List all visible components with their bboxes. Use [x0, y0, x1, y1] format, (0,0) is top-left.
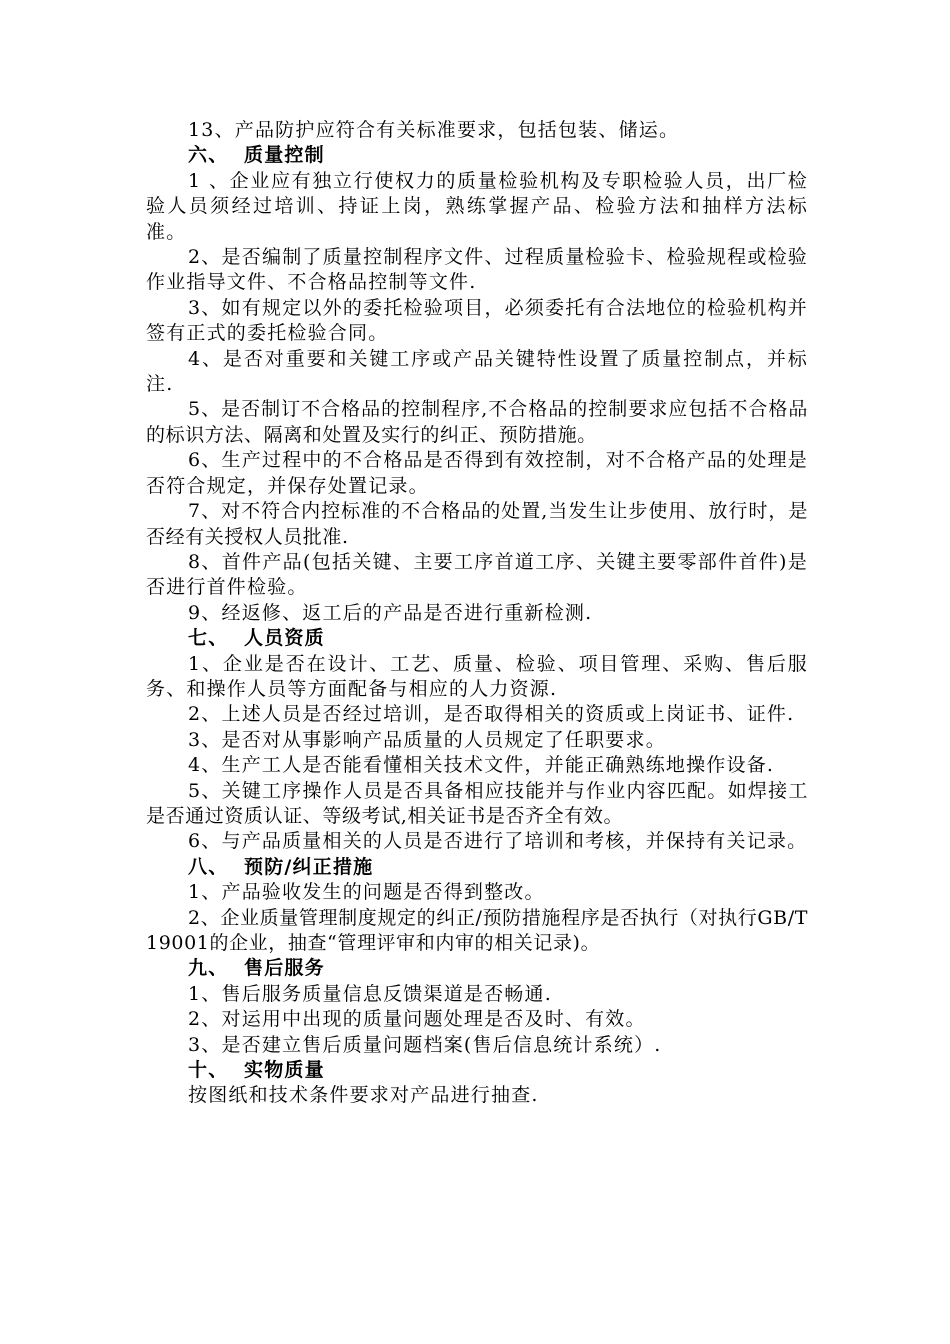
paragraph-physical-quality: 按图纸和技术条件要求对产品进行抽查.: [188, 1084, 539, 1107]
paragraph-after-sales-1: 1、售后服务质量信息反馈渠道是否畅通.: [188, 982, 552, 1005]
paragraph-qc-9: 9、经返修、返工后的产品是否进行重新检测.: [188, 601, 593, 624]
section-heading-quality-control: [146, 143, 808, 168]
paragraph-qc-6: 6、生产过程中的不合格品是否得到有效控制，对不合格产品的处理是否符合规定，并保存处置记录。: [146, 449, 808, 497]
section-heading-physical-quality: [146, 1058, 808, 1083]
section-title: 实物质量: [244, 1059, 325, 1082]
section-number: 十、: [188, 1059, 229, 1082]
paragraph-qc-4: 4、是否对重要和关键工序或产品关键特性设置了质量控制点，并标注.: [146, 347, 808, 396]
paragraph-qc-7: 7、对不符合内控标准的不合格品的处置,当发生让步使用、放行时，是否经有关授权人员批准.: [146, 500, 808, 548]
paragraph-qc-2: 2、是否编制了质量控制程序文件、过程质量检验卡、检验规程或检验作业指导文件、不合格品控制等文件.: [146, 246, 808, 294]
section-title: 人员资质: [244, 627, 325, 650]
paragraph-after-sales-3: 3、是否建立售后质量问题档案(售后信息统计系统）.: [188, 1033, 662, 1056]
paragraph-after-sales-2: 2、对运用中出现的质量问题处理是否及时、有效。: [188, 1008, 646, 1031]
document-body: [146, 118, 808, 1109]
section-title: 售后服务: [244, 957, 325, 980]
paragraph-personnel-2: 2、上述人员是否经过培训，是否取得相关的资质或上岗证书、证件.: [188, 703, 795, 726]
section-number: 七、: [188, 627, 229, 650]
section-number: 八、: [188, 855, 229, 878]
section-title: 质量控制: [244, 144, 325, 167]
section-number: 六、: [188, 144, 229, 167]
paragraph-corrective-1: 1、产品验收发生的问题是否得到整改。: [188, 881, 545, 904]
paragraph-corrective-2: 2、企业质量管理制度规定的纠正/预防措施程序是否执行（对执行GB/T19001的企业，抽查“管理评审和内审的相关记录)。: [146, 906, 808, 954]
section-heading-corrective-action: [146, 855, 808, 880]
paragraph-personnel-6: 6、与产品质量相关的人员是否进行了培训和考核，并保持有关记录。: [188, 830, 808, 853]
paragraph-product-protection: 13、产品防护应符合有关标准要求，包括包装、储运。: [188, 119, 680, 141]
paragraph-personnel-1: 1、企业是否在设计、工艺、质量、检验、项目管理、采购、售后服务、和操作人员等方面配备与相应的人力资源.: [146, 652, 808, 700]
paragraph-personnel-3: 3、是否对从事影响产品质量的人员规定了任职要求。: [188, 728, 666, 751]
paragraph-qc-1: 1 、企业应有独立行使权力的质量检验机构及专职检验人员，出厂检验人员须经过培训、持证上岗，熟练掌握产品、检验方法和抽样方法标准。: [146, 169, 808, 243]
paragraph-qc-8: 8、首件产品(包括关键、主要工序首道工序、关键主要零部件首件)是否进行首件检验。: [146, 550, 808, 599]
paragraph-personnel-4: 4、生产工人是否能看懂相关技术文件，并能正确熟练地操作设备.: [188, 754, 775, 777]
paragraph-qc-5: 5、是否制订不合格品的控制程序,不合格品的控制要求应包括不合格品的标识方法、隔离和处置及实行的纠正、预防措施。: [146, 398, 808, 446]
section-number: 九、: [188, 957, 229, 980]
section-title: 预防/纠正措施: [244, 855, 374, 878]
paragraph-qc-3: 3、如有规定以外的委托检验项目，必须委托有合法地位的检验机构并签有正式的委托检验合同。: [146, 296, 808, 345]
section-heading-personnel: [146, 626, 808, 651]
paragraph-personnel-5: 5、关键工序操作人员是否具备相应技能并与作业内容匹配。如焊接工是否通过资质认证、等级考试,相关证书是否齐全有效。: [146, 779, 808, 827]
section-heading-after-sales: [146, 956, 808, 981]
